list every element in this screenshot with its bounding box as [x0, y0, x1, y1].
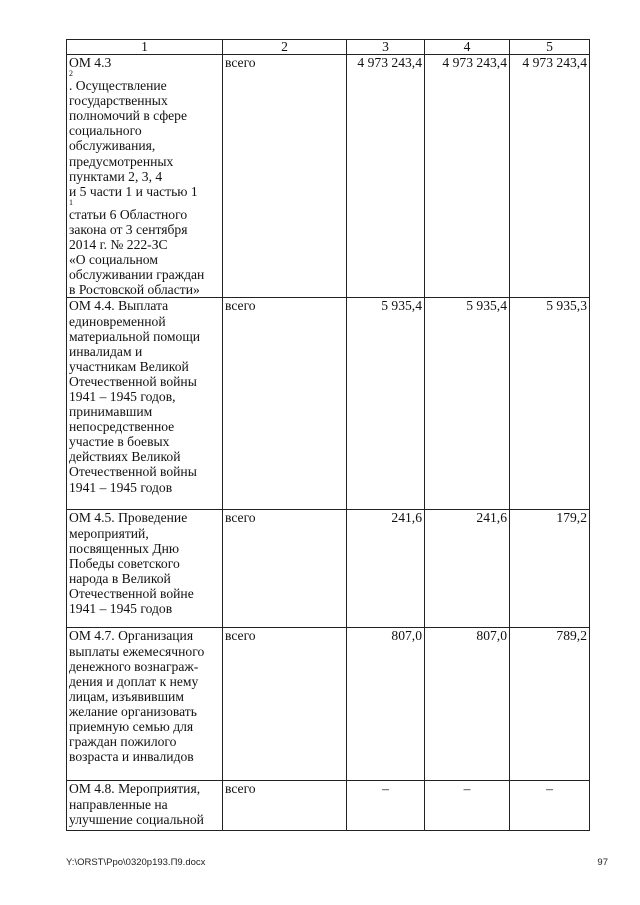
- measure-name-line: предусмотренных: [69, 153, 174, 169]
- footer-file-path: Y:\ORST\Ppo\0320p193.П9.docx: [66, 857, 206, 868]
- budget-table: [66, 39, 590, 831]
- value-cell-col4: –: [425, 781, 510, 831]
- measure-name-line: Отечественной войне: [69, 585, 194, 601]
- measure-name-line: ОМ 4.5. Проведение: [69, 510, 188, 526]
- value-cell-col5: –: [510, 781, 590, 831]
- value-cell-col5: 789,2: [510, 628, 590, 781]
- source-type-cell: всего: [223, 298, 347, 510]
- column-header: 2: [223, 40, 347, 55]
- measure-name-line: социального: [69, 123, 142, 139]
- measure-name-line: дения и доплат к нему: [69, 673, 199, 689]
- measure-name-line: принимавшим: [69, 404, 153, 420]
- measure-name-line: граждан пожилого: [69, 734, 177, 750]
- value-cell-col4: 807,0: [425, 628, 510, 781]
- value-cell-col3: 807,0: [347, 628, 425, 781]
- measure-name-line: Победы советского: [69, 555, 180, 571]
- measure-name-line: участие в боевых: [69, 434, 170, 450]
- value-cell-col5: 4 973 243,4: [510, 55, 590, 298]
- source-type-cell: всего: [223, 628, 347, 781]
- table-row: [67, 628, 590, 781]
- value-cell-col3: 5 935,4: [347, 298, 425, 510]
- value-cell-col4: 241,6: [425, 510, 510, 628]
- value-cell-col3: 4 973 243,4: [347, 55, 425, 298]
- measure-name-cell: [67, 298, 223, 510]
- measure-name-line: единовременной: [69, 313, 166, 329]
- measure-name-line: Отечественной войны: [69, 373, 197, 389]
- measure-name-line: полномочий в сфере: [69, 108, 188, 124]
- table-header-row: [67, 40, 590, 55]
- measure-name-line: 2014 г. № 222-ЗС: [69, 237, 168, 253]
- measure-name-line: участникам Великой: [69, 358, 189, 374]
- measure-name-line: ОМ 4.7. Организация: [69, 628, 194, 644]
- measure-name-line: Отечественной войны: [69, 464, 197, 480]
- measure-name-line: обслуживании граждан: [69, 267, 205, 283]
- measure-name-line: ОМ 4.4. Выплата: [69, 298, 169, 314]
- measure-name-line: пунктами 2, 3, 4: [69, 168, 163, 184]
- measure-name-line: инвалидам и: [69, 343, 143, 359]
- source-type-cell: всего: [223, 781, 347, 831]
- value-cell-col4: 5 935,4: [425, 298, 510, 510]
- measure-name-cell: [67, 781, 223, 831]
- table-row: [67, 298, 590, 510]
- measure-name-line: направленные на: [69, 796, 168, 812]
- measure-name-line: действиях Великой: [69, 449, 181, 465]
- measure-name-line: выплаты ежемесячного: [69, 643, 205, 659]
- table-row: [67, 510, 590, 628]
- column-header: 4: [425, 40, 510, 55]
- page-number: 97: [597, 857, 608, 868]
- measure-name-line: приемную семью для: [69, 718, 194, 734]
- value-cell-col5: 5 935,3: [510, 298, 590, 510]
- measure-name-cell: [67, 55, 223, 298]
- source-type-cell: всего: [223, 510, 347, 628]
- measure-name-line: обслуживания,: [69, 138, 156, 154]
- measure-name-line: материальной помощи: [69, 328, 201, 344]
- measure-name-line: ОМ 4.8. Мероприятия,: [69, 781, 201, 797]
- measure-name-line: и 5 части 1 и частью 1 1: [69, 183, 198, 207]
- value-cell-col5: 179,2: [510, 510, 590, 628]
- value-cell-col4: 4 973 243,4: [425, 55, 510, 298]
- measure-name-line: возраста и инвалидов: [69, 749, 194, 765]
- value-cell-col3: 241,6: [347, 510, 425, 628]
- measure-name-line: государственных: [69, 93, 168, 109]
- value-cell-col3: –: [347, 781, 425, 831]
- measure-name-line: мероприятий,: [69, 525, 149, 541]
- measure-name-line: в Ростовской области»: [69, 282, 200, 298]
- measure-name-cell: [67, 510, 223, 628]
- measure-name-cell: [67, 628, 223, 781]
- column-header: 1: [67, 40, 223, 55]
- measure-name-line: непосредственное: [69, 419, 175, 435]
- measure-name-line: посвященных Дню: [69, 540, 180, 556]
- measure-name-line: 1941 – 1945 годов: [69, 479, 173, 495]
- table-row: [67, 781, 590, 831]
- measure-name-line: «О социальном: [69, 252, 158, 268]
- source-type-cell: всего: [223, 55, 347, 298]
- column-header: 5: [510, 40, 590, 55]
- column-header: 3: [347, 40, 425, 55]
- measure-name-line: закона от 3 сентября: [69, 221, 188, 237]
- measure-name-line: 1941 – 1945 годов,: [69, 388, 176, 404]
- measure-name-line: желание организовать: [69, 703, 197, 719]
- measure-name-line: денежного вознаграж-: [69, 658, 199, 674]
- measure-name-line: ОМ 4.3 2 . Осуществление: [69, 55, 167, 94]
- measure-name-line: статьи 6 Областного: [69, 206, 188, 222]
- table-row: [67, 55, 590, 298]
- measure-name-line: народа в Великой: [69, 570, 171, 586]
- measure-name-line: лицам, изъявившим: [69, 688, 184, 704]
- measure-name-line: улучшение социальной: [69, 811, 204, 827]
- measure-name-line: 1941 – 1945 годов: [69, 600, 173, 616]
